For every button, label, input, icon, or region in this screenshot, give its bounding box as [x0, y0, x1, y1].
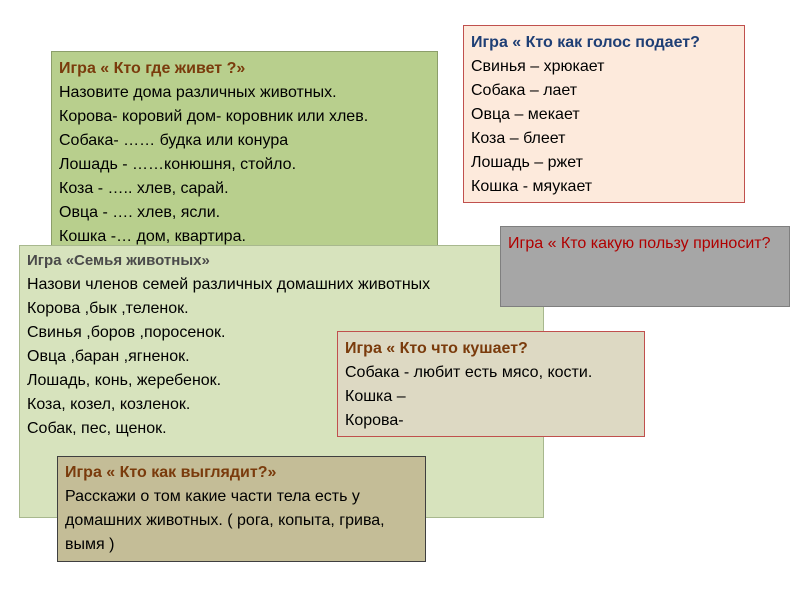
game-where-lives-line: Корова- коровий дом- коровник или хлев.: [59, 108, 369, 125]
game-animal-voices-line: Собака – лает: [471, 82, 578, 99]
game-where-lives-box: [51, 51, 438, 247]
game-animal-voices-line: Свинья – хрюкает: [471, 58, 605, 75]
game-animal-food-title: Игра « Кто что кушает?: [345, 340, 528, 357]
game-animal-appearance-box: [57, 456, 426, 562]
game-animal-benefits-title: Игра « Кто какую пользу приносит?: [508, 235, 771, 252]
game-animal-families-line: Назови членов семей различных домашних животных: [27, 276, 431, 293]
game-animal-voices-title: Игра « Кто как голос подает?: [471, 34, 700, 51]
game-animal-food-line: Кошка –: [345, 388, 406, 405]
game-animal-voices-line: Коза – блеет: [471, 130, 566, 147]
game-where-lives-line: Собака- …… будка или конура: [59, 132, 289, 149]
game-animal-families-line: Коза, козел, козленок.: [27, 396, 191, 413]
game-animal-voices-line: Овца – мекает: [471, 106, 580, 123]
game-animal-voices-box: [463, 25, 745, 203]
game-animal-families-line: Лошадь, конь, жеребенок.: [27, 372, 222, 389]
game-animal-families-line: Овца ,баран ,ягненок.: [27, 348, 190, 365]
game-where-lives-line: Лошадь - ……конюшня, стойло.: [59, 156, 297, 173]
game-animal-appearance-text: Расскажи о том какие части тела есть у домашних животных. ( рога, копыта, грива, вымя ): [65, 488, 385, 553]
game-animal-families-title: Игра «Семья животных»: [27, 252, 210, 269]
game-animal-voices-line: Кошка - мяукает: [471, 178, 593, 195]
game-where-lives-line: Назовите дома различных животных.: [59, 84, 337, 101]
game-where-lives-line: Коза - ….. хлев, сарай.: [59, 180, 229, 197]
game-where-lives-line: Овца - …. хлев, ясли.: [59, 204, 221, 221]
game-animal-families-line: Свинья ,боров ,поросенок.: [27, 324, 226, 341]
game-where-lives-title: Игра « Кто где живет ?»: [59, 60, 246, 77]
game-animal-food-box: [337, 331, 645, 437]
game-animal-food-line: Собака - любит есть мясо, кости.: [345, 364, 593, 381]
game-where-lives-line: Кошка -… дом, квартира.: [59, 228, 246, 245]
game-animal-benefits-box: [500, 226, 790, 307]
game-animal-voices-line: Лошадь – ржет: [471, 154, 583, 171]
game-animal-families-line: Собак, пес, щенок.: [27, 420, 167, 437]
game-animal-food-line: Корова-: [345, 412, 404, 429]
game-animal-families-line: Корова ,бык ,теленок.: [27, 300, 189, 317]
game-animal-appearance-title: Игра « Кто как выглядит?»: [65, 464, 277, 481]
